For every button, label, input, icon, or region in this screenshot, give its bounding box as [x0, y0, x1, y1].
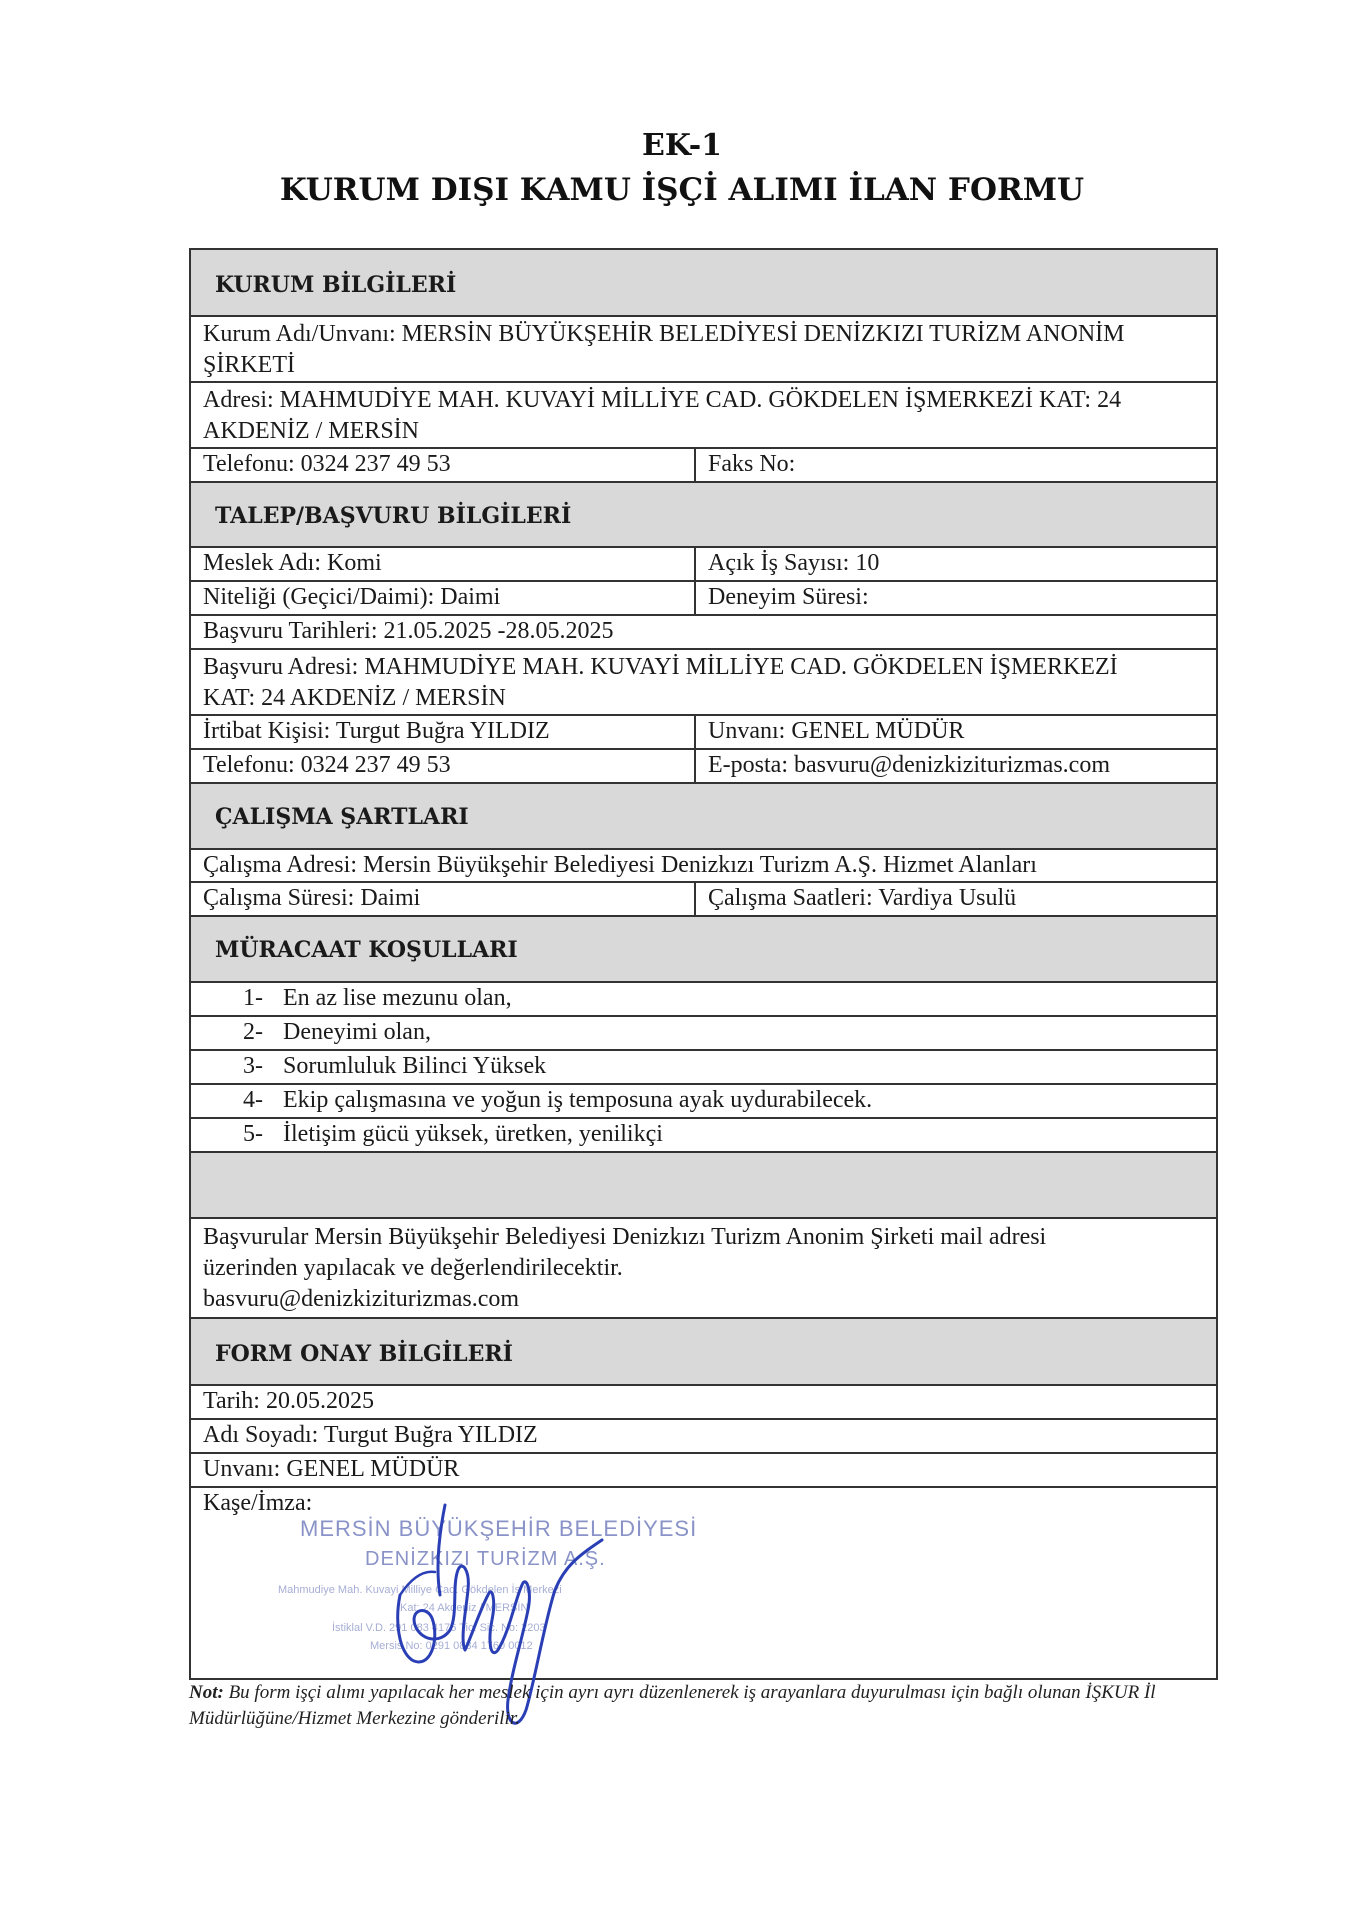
condition-text: Deneyimi olan, — [283, 1019, 431, 1045]
section-title: ÇALIŞMA ŞARTLARI — [215, 804, 469, 830]
condition-number: 2- — [243, 1019, 263, 1045]
condition-row — [191, 1085, 1216, 1119]
footnote-label: Not: — [189, 1682, 224, 1703]
condition-number: 5- — [243, 1121, 263, 1147]
calisma-suresi: Çalışma Süresi: Daimi — [191, 883, 696, 915]
irtibat-row — [191, 716, 1216, 750]
condition-row — [191, 983, 1216, 1017]
condition-text: Ekip çalışmasına ve yoğun iş temposuna ayak uydurabilecek. — [283, 1087, 873, 1113]
basvuru-tarihleri: Başvuru Tarihleri: 21.05.2025 -28.05.2025 — [203, 618, 614, 644]
kurum-name-line2: ŞİRKETİ — [203, 352, 295, 378]
basvuru-adresi-line2: KAT: 24 AKDENİZ / MERSİN — [203, 685, 506, 711]
form-code: EK-1 — [641, 128, 723, 163]
stamp-line2: DENİZKIZI TURİZM A.Ş. — [365, 1548, 606, 1570]
onay-unvan: Unvanı: GENEL MÜDÜR — [203, 1456, 460, 1482]
acik-is-sayisi: Açık İş Sayısı: 10 — [708, 550, 880, 576]
calisma-sure-row — [191, 883, 1216, 917]
condition-row — [191, 1119, 1216, 1153]
basvuru-tarihleri-row — [191, 616, 1216, 650]
condition-text: Sorumluluk Bilinci Yüksek — [283, 1053, 547, 1079]
section-header-onay — [191, 1319, 1216, 1386]
basvuru-info-row — [191, 1219, 1216, 1319]
kurum-name-line1: Kurum Adı/Unvanı: MERSİN BÜYÜKŞEHİR BELEDİYESİ DENİZKIZI TURİZM ANONİM — [203, 321, 1125, 347]
calisma-adresi: Çalışma Adresi: Mersin Büyükşehir Belediyesi Denizkızı Turizm A.Ş. Hizmet Alanları — [203, 852, 1037, 878]
stamp-line3: Mahmudiye Mah. Kuvayi Milliye Cad. Gökdelen İş Merkezi — [278, 1584, 562, 1596]
stamp-line6: Mersis No: 0291 0834 1760 0012 — [370, 1640, 533, 1652]
announcement-form — [189, 248, 1218, 1680]
condition-text: En az lise mezunu olan, — [283, 985, 512, 1011]
section-header-muracaat — [191, 917, 1216, 983]
section-title: TALEP/BAŞVURU BİLGİLERİ — [215, 503, 572, 529]
talep-phone: Telefonu: 0324 237 49 53 — [191, 750, 696, 782]
onay-adi-row — [191, 1420, 1216, 1454]
meslek-adi: Meslek Adı: Komi — [191, 548, 696, 580]
onay-tarih: Tarih: 20.05.2025 — [203, 1388, 374, 1414]
irtibat-kisisi: İrtibat Kişisi: Turgut Buğra YILDIZ — [191, 716, 696, 748]
kurum-fax: Faks No: — [708, 451, 796, 477]
condition-row — [191, 1051, 1216, 1085]
section-title: FORM ONAY BİLGİLERİ — [215, 1341, 513, 1367]
basvuru-info-line2: üzerinden yapılacak ve değerlendirilecektir. — [203, 1255, 623, 1281]
deneyim-suresi: Deneyim Süresi: — [708, 584, 869, 610]
footnote — [189, 1680, 1219, 1732]
basvuru-info-email: basvuru@denizkiziturizmas.com — [203, 1286, 520, 1312]
basvuru-info-line1: Başvurular Mersin Büyükşehir Belediyesi Denizkızı Turizm Anonim Şirketi mail adresi — [203, 1224, 1047, 1250]
basvuru-adresi-line1: Başvuru Adresi: MAHMUDİYE MAH. KUVAYİ MİLLİYE CAD. GÖKDELEN İŞMERKEZİ — [203, 654, 1118, 680]
talep-row-1 — [191, 548, 1216, 582]
kurum-address-line1: Adresi: MAHMUDİYE MAH. KUVAYİ MİLLİYE CAD. GÖKDELEN İŞMERKEZİ KAT: 24 — [203, 387, 1122, 413]
kurum-phone: Telefonu: 0324 237 49 53 — [191, 449, 696, 481]
iletisim-row — [191, 750, 1216, 784]
onay-tarih-row — [191, 1386, 1216, 1420]
stamp-line5: İstiklal V.D. 291 083 4176 Tic. Sic. No: 2203 — [332, 1622, 546, 1634]
condition-number: 4- — [243, 1087, 263, 1113]
niteligi: Niteliği (Geçici/Daimi): Daimi — [191, 582, 696, 614]
form-title: KURUM DIŞI KAMU İŞÇİ ALIMI İLAN FORMU — [279, 172, 1085, 208]
section-title: KURUM BİLGİLERİ — [215, 272, 457, 298]
talep-email: E-posta: basvuru@denizkiziturizmas.com — [708, 752, 1110, 778]
stamp-line4: Kat: 24 Akdeniz / MERSİN — [400, 1602, 529, 1614]
condition-text: İletişim gücü yüksek, üretken, yenilikçi — [283, 1121, 663, 1147]
section-header-talep — [191, 483, 1216, 548]
irtibat-unvan: Unvanı: GENEL MÜDÜR — [708, 718, 965, 744]
section-header-calisma — [191, 784, 1216, 850]
kurum-address-row — [191, 383, 1216, 449]
onay-adi-soyadi: Adı Soyadı: Turgut Buğra YILDIZ — [203, 1422, 538, 1448]
section-title: MÜRACAAT KOŞULLARI — [215, 937, 518, 963]
onay-unvan-row — [191, 1454, 1216, 1488]
condition-number: 3- — [243, 1053, 263, 1079]
talep-row-2 — [191, 582, 1216, 616]
condition-number: 1- — [243, 985, 263, 1011]
blank-gray-row — [191, 1153, 1216, 1219]
condition-row — [191, 1017, 1216, 1051]
kurum-name-row — [191, 317, 1216, 383]
calisma-saatleri: Çalışma Saatleri: Vardiya Usulü — [708, 885, 1017, 911]
section-header-kurum — [191, 250, 1216, 317]
kurum-contact-row — [191, 449, 1216, 483]
calisma-adresi-row — [191, 850, 1216, 883]
kase-imza-label: Kaşe/İmza: — [203, 1490, 313, 1516]
footnote-text: Bu form işçi alımı yapılacak her meslek için ayrı ayrı düzenlenerek iş arayanlara duyurulması için bağlı olunan İŞKUR İl Müdürlüğüne/Hizmet Merkezine gönderilir. — [189, 1682, 1156, 1729]
kurum-address-line2: AKDENİZ / MERSİN — [203, 418, 419, 444]
basvuru-adresi-row — [191, 650, 1216, 716]
stamp-line1: MERSİN BÜYÜKŞEHİR BELEDİYESİ — [300, 1516, 698, 1541]
